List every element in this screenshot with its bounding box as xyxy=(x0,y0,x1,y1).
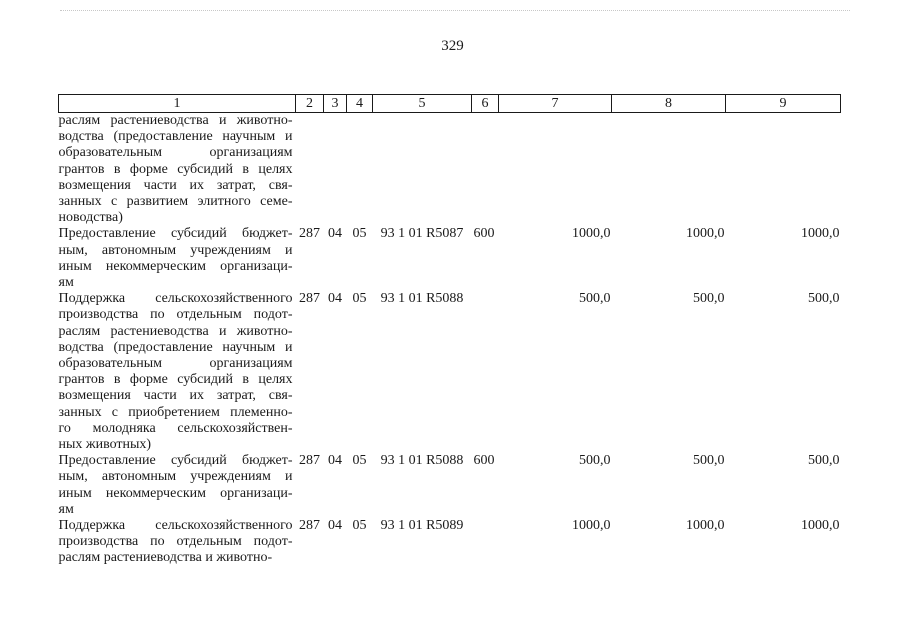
column-header: 9 xyxy=(726,95,841,113)
amount-col-7: 500,0 xyxy=(579,453,611,469)
subsection-code: 05 xyxy=(352,453,367,469)
row-name xyxy=(59,226,296,291)
target-code: 93 1 01 R5088 xyxy=(380,453,464,469)
section-code: 04 xyxy=(328,453,342,469)
column-header: 2 xyxy=(296,95,324,113)
section-code: 04 xyxy=(328,226,342,242)
admin-code: 287 xyxy=(299,518,320,534)
section-code: 04 xyxy=(328,291,342,307)
section-code xyxy=(324,113,347,227)
column-header: 7 xyxy=(499,95,612,113)
row-name xyxy=(59,518,296,567)
row-name-line: занных с приобретением племенно- xyxy=(58,404,293,420)
row-name-line: го молодняка сельскохозяйствен- xyxy=(58,420,293,436)
target-code: 93 1 01 R5089 xyxy=(380,518,464,534)
column-header: 5 xyxy=(373,95,472,113)
amount-col-8: 1000,0 xyxy=(686,518,725,534)
table-row xyxy=(59,518,841,567)
table-row xyxy=(59,291,841,453)
row-name xyxy=(59,113,296,227)
row-name-line: образовательным организациям xyxy=(58,145,293,161)
row-name-line: грантов в форме субсидий в целях xyxy=(58,161,293,177)
subsection-code: 05 xyxy=(352,518,367,534)
admin-code: 287 xyxy=(299,453,320,469)
row-name-line: раслям растениеводства и животно- xyxy=(58,550,273,566)
page-number: 329 xyxy=(441,38,464,54)
amount-col-9 xyxy=(726,113,841,227)
row-name-line: ных животных) xyxy=(58,437,152,453)
column-header: 1 xyxy=(59,95,296,113)
expense-type-code: 600 xyxy=(473,453,495,469)
budget-table xyxy=(58,94,841,567)
table-row xyxy=(59,453,841,518)
admin-code: 287 xyxy=(299,226,320,242)
row-name-line: иным некоммерческим организаци- xyxy=(58,258,293,274)
column-header: 8 xyxy=(612,95,726,113)
row-name-line: занных с развитием элитного семе- xyxy=(58,194,293,210)
row-name-line: Предоставление субсидий бюджет- xyxy=(58,453,293,469)
expense-type-code xyxy=(472,291,499,453)
column-header: 6 xyxy=(472,95,499,113)
row-name-line: Поддержка сельскохозяйственного xyxy=(58,291,293,307)
target-code: 93 1 01 R5087 xyxy=(380,226,464,242)
row-name-line: образовательным организациям xyxy=(58,356,293,372)
table-row xyxy=(59,226,841,291)
row-name-line: раслям растениеводства и животно- xyxy=(58,113,293,128)
row-name-line: возмещения части их затрат, свя- xyxy=(58,177,293,193)
subsection-code: 05 xyxy=(352,291,367,307)
row-name-line: ным, автономным учреждениям и xyxy=(58,469,293,485)
section-code: 04 xyxy=(328,518,342,534)
row-name-line: водства (предоставление научным и xyxy=(58,339,293,355)
row-name-line: новодства) xyxy=(58,210,123,226)
amount-col-9: 1000,0 xyxy=(801,226,840,242)
amount-col-8 xyxy=(612,113,726,227)
row-name-line: грантов в форме субсидий в целях xyxy=(58,372,293,388)
amount-col-9: 500,0 xyxy=(808,453,840,469)
row-name-line: ям xyxy=(58,275,74,291)
header-row xyxy=(59,95,841,113)
amount-col-8: 500,0 xyxy=(693,453,725,469)
row-name-line: раслям растениеводства и животно- xyxy=(58,323,293,339)
amount-col-7: 1000,0 xyxy=(572,226,611,242)
amount-col-8: 1000,0 xyxy=(686,226,725,242)
row-name-line: возмещения части их затрат, свя- xyxy=(58,388,293,404)
subsection-code: 05 xyxy=(352,226,367,242)
row-name-line: Поддержка сельскохозяйственного xyxy=(58,518,293,534)
column-header: 3 xyxy=(324,95,347,113)
subsection-code xyxy=(347,113,373,227)
row-name-line: иным некоммерческим организаци- xyxy=(58,485,293,501)
admin-code xyxy=(296,113,324,227)
expense-type-code xyxy=(472,113,499,227)
expense-type-code xyxy=(472,518,499,567)
expense-type-code: 600 xyxy=(473,226,495,242)
amount-col-9: 1000,0 xyxy=(801,518,840,534)
amount-col-7: 500,0 xyxy=(579,291,611,307)
row-name-line: водства (предоставление научным и xyxy=(58,129,293,145)
table-body xyxy=(59,113,841,567)
amount-col-7: 1000,0 xyxy=(572,518,611,534)
row-name-line: Предоставление субсидий бюджет- xyxy=(58,226,293,242)
amount-col-9: 500,0 xyxy=(808,291,840,307)
row-name-line: производства по отдельным подот- xyxy=(58,307,293,323)
column-header: 4 xyxy=(347,95,373,113)
row-name xyxy=(59,291,296,453)
target-code: 93 1 01 R5088 xyxy=(380,291,464,307)
amount-col-7 xyxy=(499,113,612,227)
table-row xyxy=(59,113,841,227)
row-name-line: производства по отдельным подот- xyxy=(58,534,293,550)
amount-col-8: 500,0 xyxy=(693,291,725,307)
row-name-line: ям xyxy=(58,501,74,517)
target-code xyxy=(373,113,472,227)
admin-code: 287 xyxy=(299,291,320,307)
scan-noise-line xyxy=(60,10,850,12)
row-name xyxy=(59,453,296,518)
row-name-line: ным, автономным учреждениям и xyxy=(58,242,293,258)
